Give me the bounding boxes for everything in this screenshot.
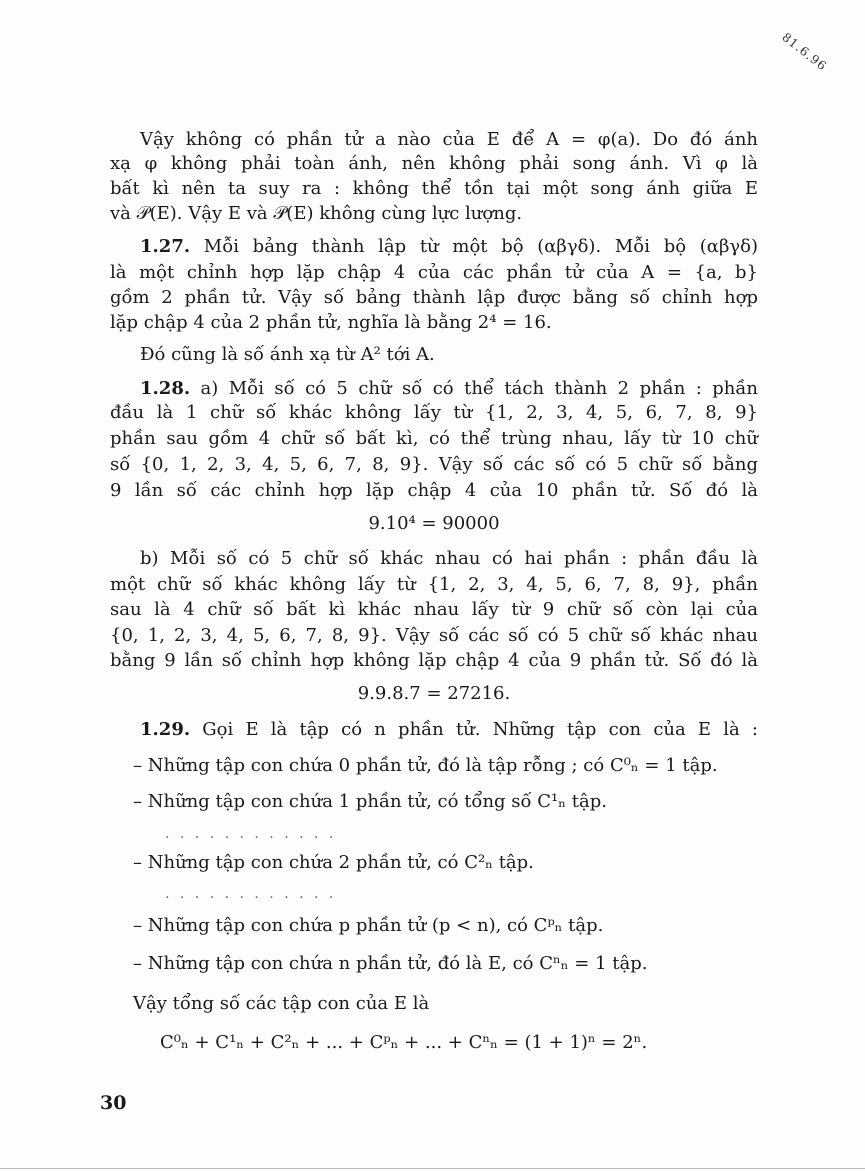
bullet-line: – Những tập con chứa n phần tử, đó là E, có Cⁿₙ = 1 tập.	[133, 953, 648, 974]
ellipsis-dots: . . . . . . . . . . . .	[165, 826, 337, 842]
bullet-line: – Những tập con chứa 1 phần tử, có tổng số C¹ₙ tập.	[133, 791, 607, 812]
exercise-1-27-line: 1.27. Mỗi bảng thành lập từ một bộ (αβγδ). Mỗi bộ (αβγδ)	[140, 236, 758, 257]
bullet-line: – Những tập con chứa 2 phần tử, có C²ₙ tập.	[133, 852, 534, 873]
text-line: Đó cũng là số ánh xạ từ A² tới A.	[140, 344, 435, 365]
text-line: {0, 1, 2, 3, 4, 5, 6, 7, 8, 9}. Vậy số các số có 5 chữ số khác nhau	[110, 625, 758, 646]
text-line: một chữ số khác không lấy từ {1, 2, 3, 4, 5, 6, 7, 8, 9}, phần	[110, 574, 758, 595]
text-line: lặp chập 4 của 2 phần tử, nghĩa là bằng 2⁴ = 16.	[110, 312, 552, 333]
text-line: số {0, 1, 2, 3, 4, 5, 6, 7, 8, 9}. Vậy số các số có 5 chữ số bằng	[110, 454, 758, 475]
text-line: Vậy tổng số các tập con của E là	[133, 993, 430, 1014]
text-line: là một chỉnh hợp lặp chập 4 của các phần tử của A = {a, b}	[110, 262, 758, 283]
text-line: xạ φ không phải toàn ánh, nên không phải song ánh. Vì φ là	[110, 153, 758, 174]
formula-line: 9.9.8.7 = 27216.	[357, 683, 511, 704]
text-line: 9 lần số các chỉnh hợp lặp chập 4 của 10 phần tử. Số đó là	[110, 480, 758, 501]
text-line: gồm 2 phần tử. Vậy số bảng thành lập được bằng số chỉnh hợp	[110, 287, 758, 308]
exercise-1-29-line: 1.29. Gọi E là tập có n phần tử. Những tập con của E là :	[140, 719, 758, 740]
formula-line: C⁰ₙ + C¹ₙ + C²ₙ + ... + Cᵖₙ + ... + Cⁿₙ = (1 + 1)ⁿ = 2ⁿ.	[160, 1032, 648, 1053]
text-line: đầu là 1 chữ số khác không lấy từ {1, 2, 3, 4, 5, 6, 7, 8, 9}	[110, 402, 758, 423]
formula-line: 9.10⁴ = 90000	[368, 513, 500, 534]
text-line: b) Mỗi số có 5 chữ số khác nhau có hai phần : phần đầu là	[140, 548, 758, 569]
page-number: 30	[100, 1092, 127, 1114]
text-line: và 𝒫(E). Vậy E và 𝒫(E) không cùng lực lượng.	[110, 203, 523, 224]
bullet-line: – Những tập con chứa p phần tử (p < n), có Cᵖₙ tập.	[133, 915, 604, 936]
text-line: bất kì nên ta suy ra : không thể tồn tại một song ánh giữa E	[110, 178, 758, 199]
exercise-1-28-line: 1.28. a) Mỗi số có 5 chữ số có thể tách thành 2 phần : phần	[140, 378, 758, 399]
bullet-line: – Những tập con chứa 0 phần tử, đó là tập rỗng ; có C⁰ₙ = 1 tập.	[133, 755, 718, 776]
text-line: sau là 4 chữ số bất kì khác nhau lấy từ 9 chữ số còn lại của	[110, 599, 758, 620]
ellipsis-dots: . . . . . . . . . . . .	[165, 886, 337, 902]
text-line: phần sau gồm 4 chữ số bất kì, có thể trùng nhau, lấy từ 10 chữ	[110, 428, 758, 449]
corner-stamp: 81.6.96	[779, 30, 830, 74]
text-line: bằng 9 lần số chỉnh hợp không lặp chập 4 của 9 phần tử. Số đó là	[110, 650, 758, 671]
text-line: Vậy không có phần tử a nào của E để A = φ(a). Do đó ánh	[140, 129, 758, 150]
bottom-divider	[0, 1168, 865, 1169]
